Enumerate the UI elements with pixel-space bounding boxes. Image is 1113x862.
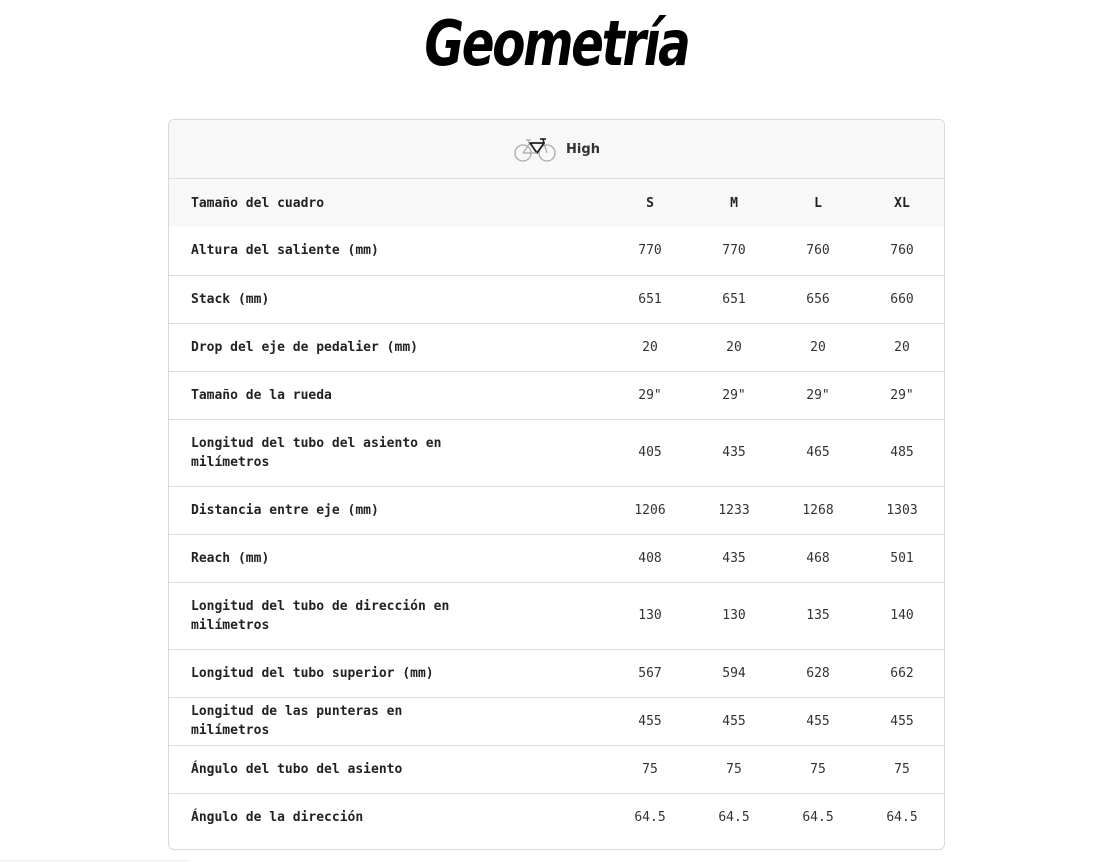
row-label: Tamaño de la rueda bbox=[169, 371, 608, 419]
row-value: 567 bbox=[608, 649, 692, 697]
table-row bbox=[169, 275, 944, 323]
table-row bbox=[169, 649, 944, 697]
row-value: 29" bbox=[776, 371, 860, 419]
header-size-l: L bbox=[814, 195, 822, 211]
row-value: 20 bbox=[860, 323, 944, 371]
row-value: 455 bbox=[608, 697, 692, 745]
row-value: 628 bbox=[776, 649, 860, 697]
row-value: 435 bbox=[692, 534, 776, 582]
header-frame-size: Tamaño del cuadro bbox=[191, 195, 325, 211]
row-value: 135 bbox=[776, 582, 860, 649]
table-row bbox=[169, 793, 944, 841]
row-label: Longitud del tubo del asiento en milímetros bbox=[169, 419, 608, 486]
row-label: Stack (mm) bbox=[169, 275, 608, 323]
row-value: 75 bbox=[860, 745, 944, 793]
row-value: 64.5 bbox=[886, 809, 918, 825]
row-value: 140 bbox=[860, 582, 944, 649]
row-value: 29" bbox=[860, 371, 944, 419]
row-label: Altura del saliente (mm) bbox=[169, 227, 608, 275]
row-value: 405 bbox=[608, 419, 692, 486]
table-row bbox=[169, 745, 944, 793]
row-value: 20 bbox=[776, 323, 860, 371]
geometry-card bbox=[168, 119, 945, 850]
row-value: 64.5 bbox=[634, 809, 666, 825]
page-title: Geometría bbox=[424, 7, 689, 80]
row-label: Distancia entre eje (mm) bbox=[169, 486, 608, 534]
row-value: 20 bbox=[608, 323, 692, 371]
row-value: 455 bbox=[860, 697, 944, 745]
table-header-row bbox=[169, 179, 944, 227]
row-value: 64.5 bbox=[802, 809, 834, 825]
table-row bbox=[169, 582, 944, 649]
row-value: 660 bbox=[860, 275, 944, 323]
row-value: 651 bbox=[608, 275, 692, 323]
row-value: 455 bbox=[692, 697, 776, 745]
table-row bbox=[169, 323, 944, 371]
table-row bbox=[169, 486, 944, 534]
row-label: Longitud de las punteras en milímetros bbox=[169, 697, 608, 745]
table-row bbox=[169, 419, 944, 486]
row-value: 29" bbox=[608, 371, 692, 419]
row-value: 485 bbox=[860, 419, 944, 486]
row-value: 408 bbox=[608, 534, 692, 582]
row-value: 501 bbox=[860, 534, 944, 582]
variant-high-button[interactable] bbox=[507, 131, 606, 167]
header-size-xl: XL bbox=[894, 195, 910, 211]
row-value: 770 bbox=[692, 227, 776, 275]
row-value: 455 bbox=[776, 697, 860, 745]
row-value: 662 bbox=[860, 649, 944, 697]
table-row bbox=[169, 371, 944, 419]
row-value: 468 bbox=[776, 534, 860, 582]
geometry-table bbox=[169, 179, 944, 841]
row-label: Drop del eje de pedalier (mm) bbox=[169, 323, 608, 371]
row-label: Ángulo del tubo del asiento bbox=[169, 745, 608, 793]
row-value: 435 bbox=[692, 419, 776, 486]
row-label: Reach (mm) bbox=[169, 534, 608, 582]
row-value: 1268 bbox=[776, 486, 860, 534]
row-value: 75 bbox=[692, 745, 776, 793]
row-value: 20 bbox=[692, 323, 776, 371]
row-value: 760 bbox=[860, 227, 944, 275]
row-value: 760 bbox=[776, 227, 860, 275]
row-value: 656 bbox=[776, 275, 860, 323]
variant-label: High bbox=[566, 141, 600, 157]
header-size-m: M bbox=[730, 195, 738, 211]
row-value: 29" bbox=[692, 371, 776, 419]
row-value: 651 bbox=[692, 275, 776, 323]
row-value: 75 bbox=[608, 745, 692, 793]
row-value: 1233 bbox=[692, 486, 776, 534]
table-row bbox=[169, 697, 944, 745]
row-value: 770 bbox=[608, 227, 692, 275]
header-size-s: S bbox=[646, 195, 654, 211]
bottom-divider bbox=[0, 860, 190, 861]
row-label: Longitud del tubo de dirección en milímetros bbox=[169, 582, 608, 649]
row-value: 1206 bbox=[608, 486, 692, 534]
bike-icon bbox=[513, 135, 557, 163]
row-value: 1303 bbox=[860, 486, 944, 534]
variant-selector bbox=[169, 120, 944, 179]
row-value: 75 bbox=[776, 745, 860, 793]
row-label: Ángulo de la dirección bbox=[191, 809, 364, 825]
row-value: 130 bbox=[608, 582, 692, 649]
row-value: 465 bbox=[776, 419, 860, 486]
table-row bbox=[169, 227, 944, 275]
row-value: 594 bbox=[692, 649, 776, 697]
table-row bbox=[169, 534, 944, 582]
row-value: 64.5 bbox=[718, 809, 750, 825]
row-label: Longitud del tubo superior (mm) bbox=[169, 649, 608, 697]
row-value: 130 bbox=[692, 582, 776, 649]
